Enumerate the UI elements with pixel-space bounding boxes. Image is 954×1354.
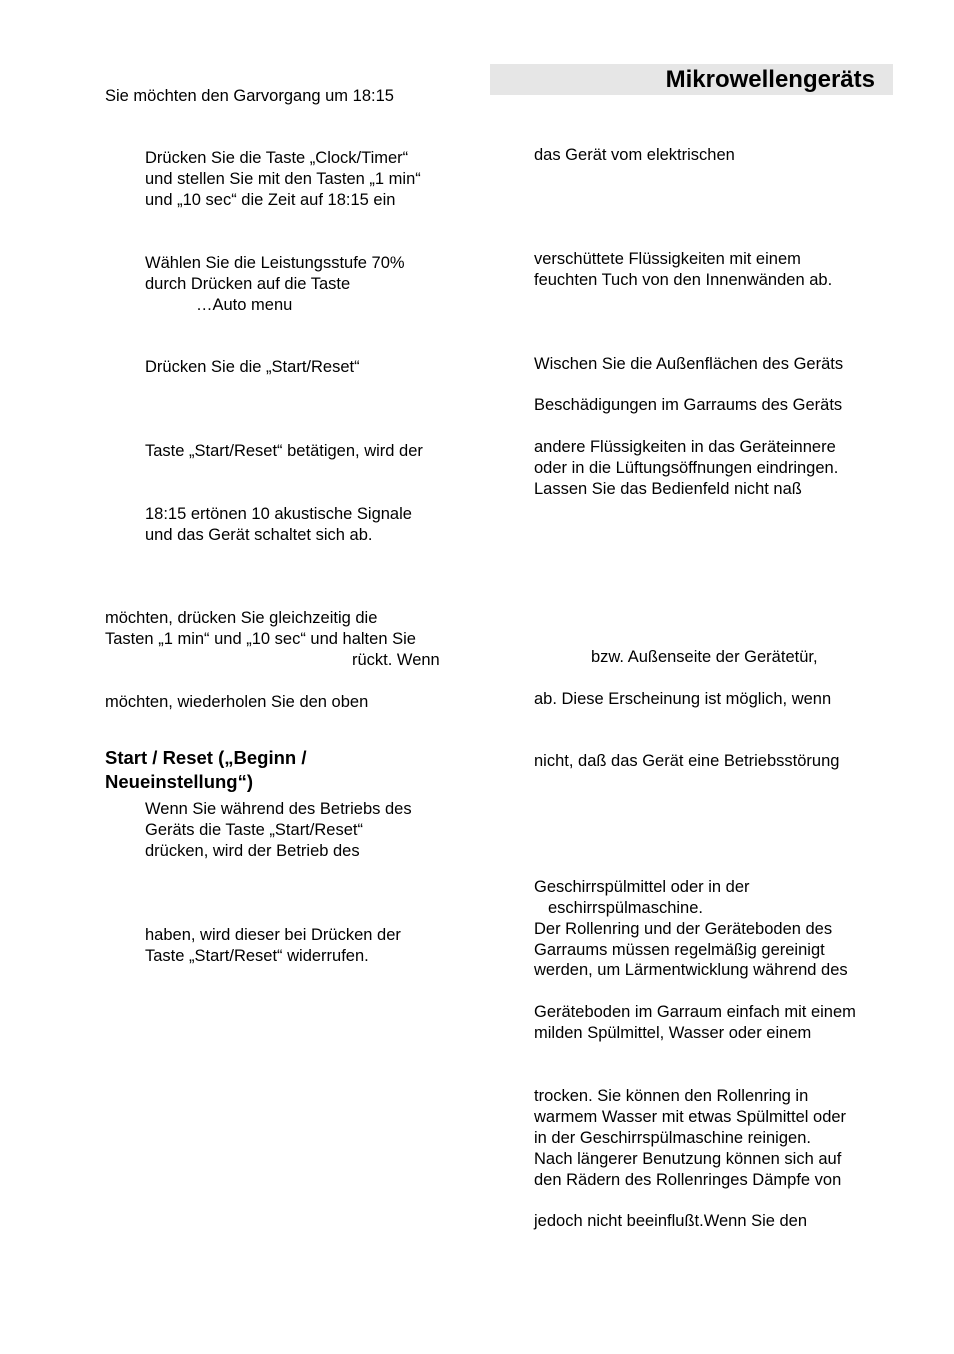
right-paragraph-3: Wischen Sie die Außenflächen des Geräts <box>534 355 844 373</box>
right-paragraph-9-line-3: Der Rollenring und der Geräteboden des <box>534 920 833 938</box>
step-5-line-2: und das Gerät schaltet sich ab. <box>145 526 373 544</box>
right-paragraph-7: ab. Diese Erscheinung ist möglich, wenn <box>534 690 832 708</box>
left-paragraph-7-line-1: möchten, drücken Sie gleichzeitig die <box>105 609 378 627</box>
step-5-line-1: 18:15 ertönen 10 akustische Signale <box>145 505 412 523</box>
right-paragraph-11-line-3: in der Geschirrspülmaschine reinigen. <box>534 1129 811 1147</box>
step-1-line-2: und stellen Sie mit den Tasten „1 min“ <box>145 170 421 188</box>
step-4-line-1: Taste „Start/Reset“ betätigen, wird der <box>145 442 423 460</box>
right-paragraph-9-line-4: Garraums müssen regelmäßig gereinigt <box>534 941 825 959</box>
right-paragraph-1: das Gerät vom elektrischen <box>534 146 735 164</box>
left-paragraph-9-line-1: Wenn Sie während des Betriebs des <box>145 800 412 818</box>
section-title-bar <box>490 64 893 95</box>
right-paragraph-9-line-1: Geschirrspülmittel oder in der <box>534 878 750 896</box>
step-1-line-1: Drücken Sie die Taste „Clock/Timer“ <box>145 149 409 167</box>
right-paragraph-10-line-1: Geräteboden im Garraum einfach mit einem <box>534 1003 856 1021</box>
left-paragraph-1: Sie möchten den Garvorgang um 18:15 <box>105 87 394 105</box>
right-paragraph-9-line-5: werden, um Lärmentwicklung während des <box>534 961 848 979</box>
step-2-line-3: …Auto menu <box>196 296 293 314</box>
step-1-line-3: und „10 sec“ die Zeit auf 18:15 ein <box>145 191 396 209</box>
right-paragraph-12: jedoch nicht beeinflußt.Wenn Sie den <box>534 1212 808 1230</box>
left-paragraph-7-line-3: rückt. Wenn <box>352 651 440 669</box>
right-paragraph-11-line-2: warmem Wasser mit etwas Spülmittel oder <box>534 1108 847 1126</box>
right-paragraph-5-line-1: andere Flüssigkeiten in das Geräteinnere <box>534 438 836 456</box>
step-3-line-1: Drücken Sie die „Start/Reset“ <box>145 358 360 376</box>
section-heading-line-1: Start / Reset („Beginn / <box>105 747 307 768</box>
left-paragraph-7-line-2: Tasten „1 min“ und „10 sec“ und halten Sie <box>105 630 416 648</box>
left-paragraph-10-line-1: haben, wird dieser bei Drücken der <box>145 926 401 944</box>
left-paragraph-10-line-2: Taste „Start/Reset“ widerrufen. <box>145 947 369 965</box>
left-paragraph-9-line-2: Geräts die Taste „Start/Reset“ <box>145 821 363 839</box>
right-paragraph-11-line-1: trocken. Sie können den Rollenring in <box>534 1087 809 1105</box>
step-2-line-1: Wählen Sie die Leistungsstufe 70% <box>145 254 405 272</box>
right-paragraph-11-line-4: Nach längerer Benutzung können sich auf <box>534 1150 842 1168</box>
right-paragraph-8: nicht, daß das Gerät eine Betriebsstörung <box>534 752 840 770</box>
right-paragraph-11-line-5: den Rädern des Rollenringes Dämpfe von <box>534 1171 842 1189</box>
page-title: Mikrowellengeräts <box>665 66 875 93</box>
step-2-line-2: durch Drücken auf die Taste <box>145 275 351 293</box>
right-paragraph-10-line-2: milden Spülmittel, Wasser oder einem <box>534 1024 812 1042</box>
right-paragraph-5-line-2: oder in die Lüftungsöffnungen eindringen. <box>534 459 839 477</box>
right-paragraph-2-line-1: verschüttete Flüssigkeiten mit einem <box>534 250 801 268</box>
left-paragraph-9-line-3: drücken, wird der Betrieb des <box>145 842 360 860</box>
right-paragraph-5-line-3: Lassen Sie das Bedienfeld nicht naß <box>534 480 802 498</box>
right-paragraph-6: bzw. Außenseite der Gerätetür, <box>591 648 818 666</box>
section-heading-line-2: Neueinstellung“) <box>105 771 254 792</box>
right-paragraph-2-line-2: feuchten Tuch von den Innenwänden ab. <box>534 271 833 289</box>
right-paragraph-4: Beschädigungen im Garraums des Geräts <box>534 396 843 414</box>
right-paragraph-9-line-2: eschirrspülmaschine. <box>548 899 703 917</box>
left-paragraph-8: möchten, wiederholen Sie den oben <box>105 693 369 711</box>
